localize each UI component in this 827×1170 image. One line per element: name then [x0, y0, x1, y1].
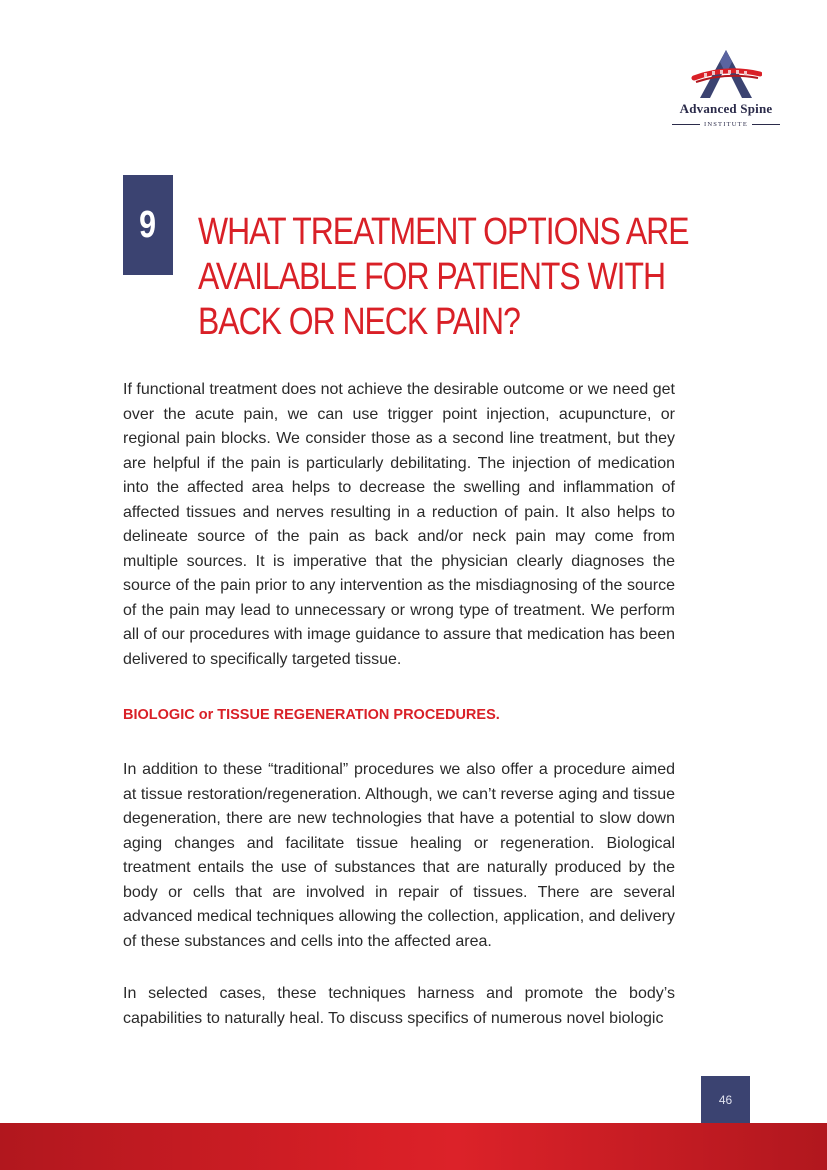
body-paragraph-2: In addition to these “traditional” procedures we also offer a procedure aimed at tissue restoration/regeneration. Although, we can’t reverse aging and tissue degeneration, there are new technologies that have a potential to slow down aging changes and facilitate tissue healing or regeneration. Biological treatment entails the use of substances that are naturally produced by the body or cells that are involved in repair of tissues. There are several advanced medical techniques allowing the collection, application, and delivery of these substances and cells into the affected area.: [123, 761, 675, 950]
body-paragraph-1: If functional treatment does not achieve the desirable outcome or we need get over the acute pain, we can use trigger point injection, acupuncture, or regional pain blocks. We consider those as a second line treatment, but they are helpful if the pain is particularly debilitating. The injection of medication into the affected area helps to decrease the swelling and inflammation of affected tissues and nerves resulting in a reduction of pain. It also helps to delineate source of the pain as back and/or neck pain may come from multiple sources. It is imperative that the physician clearly diagnoses the source of the pain prior to any intervention as the misdiagnosing of the source of the pain may lead to unnecessary or wrong type of treatment. We perform all of our procedures with image guidance to assure that medication has been delivered to specifically targeted tissue.: [123, 381, 675, 668]
chapter-title-line-2: AVAILABLE FOR PATIENTS WITH: [198, 256, 666, 298]
page-number: 46: [718, 1093, 733, 1107]
page-number-badge: [701, 1076, 750, 1124]
footer-band: [0, 1123, 827, 1170]
body-paragraph-3: In selected cases, these techniques harness and promote the body’s capabilities to naturally heal. To discuss specifics of numerous novel biologic: [123, 985, 675, 1027]
logo-rule-right: [752, 124, 780, 125]
chapter-title-line-3: BACK OR NECK PAIN?: [198, 301, 520, 343]
logo-name: Advanced Spine: [679, 101, 773, 116]
chapter-number-badge: [123, 175, 173, 275]
spine-a-logo-icon: [690, 48, 762, 100]
chapter-title: [198, 210, 689, 345]
logo-subtitle-row: [668, 118, 784, 130]
chapter-number: 9: [139, 203, 157, 246]
logo-rule-left: [672, 124, 700, 125]
section-subheading: BIOLOGIC or TISSUE REGENERATION PROCEDURES.: [123, 707, 500, 723]
chapter-title-line-1: WHAT TREATMENT OPTIONS ARE: [198, 211, 689, 253]
logo-subtitle: INSTITUTE: [703, 120, 748, 128]
advanced-spine-logo: [668, 48, 784, 132]
